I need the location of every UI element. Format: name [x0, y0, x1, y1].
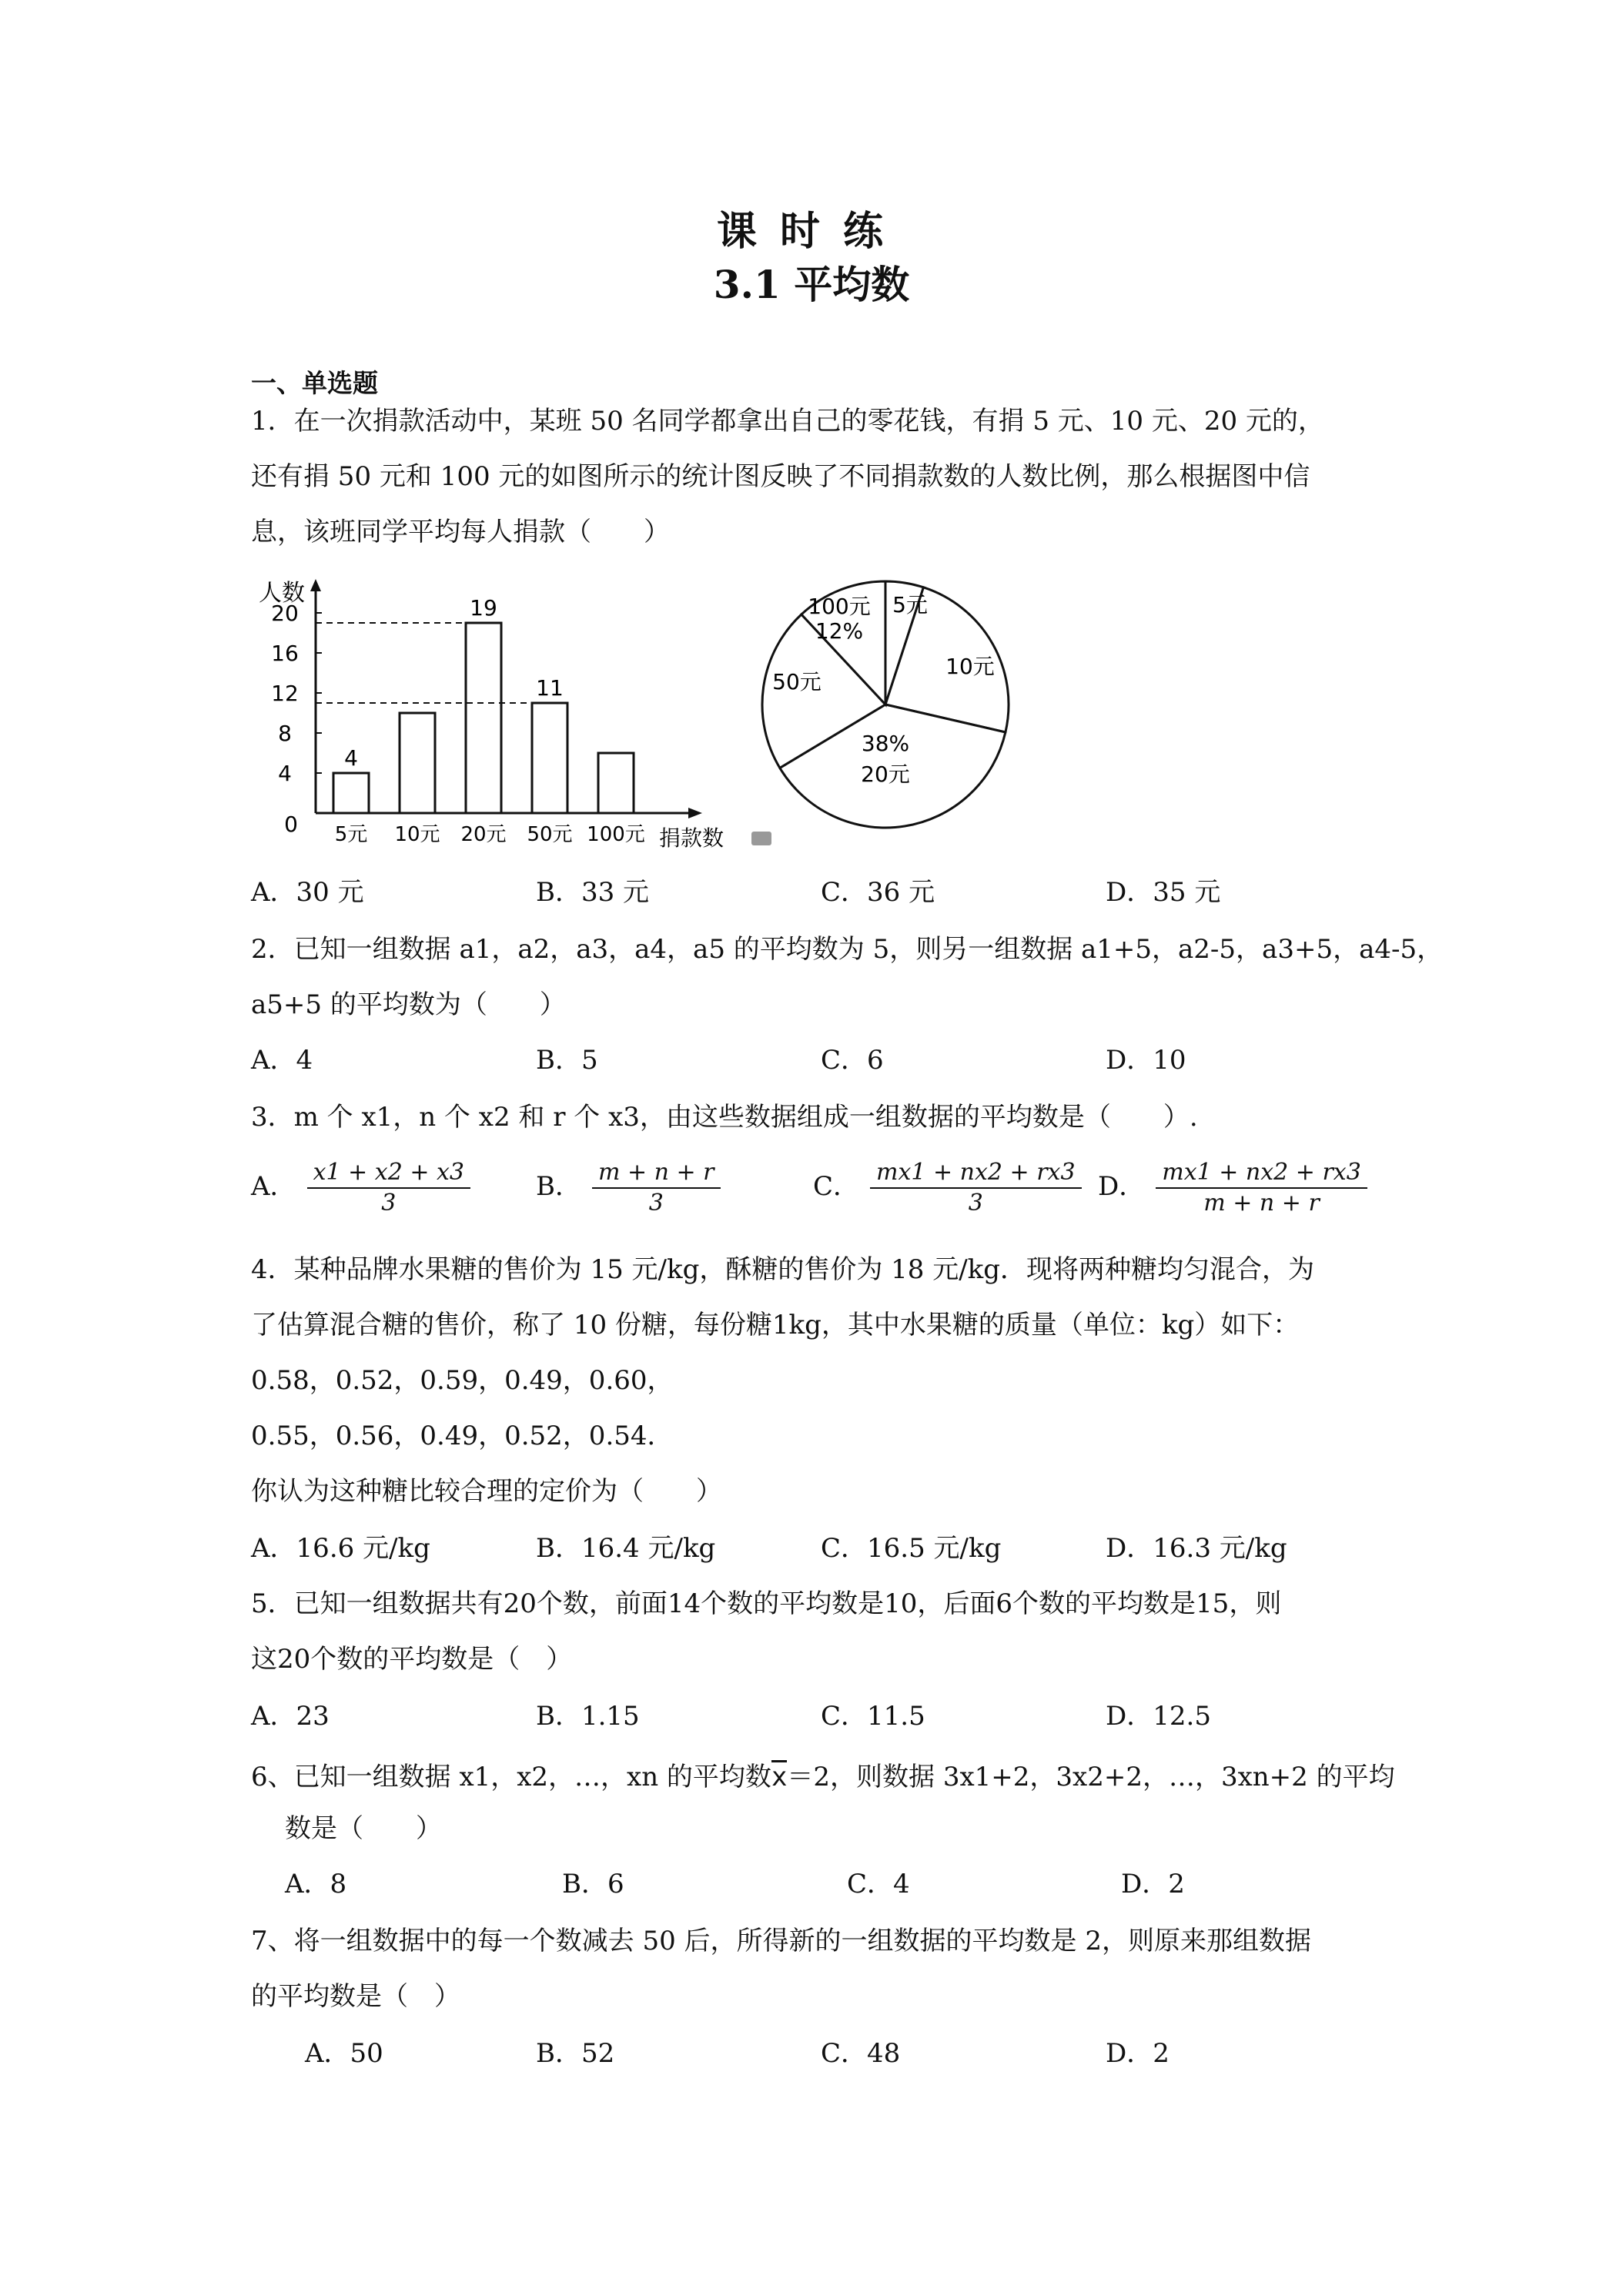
q3-option-d-fraction [1156, 1161, 1367, 1215]
bar [400, 713, 435, 813]
q7-line-2: 的平均数是（ ） [251, 1981, 460, 2012]
q6-option-b: B．6 [562, 1869, 624, 1899]
y-axis-arrow [310, 579, 321, 591]
pie-slice-label: 10元 [945, 654, 995, 679]
q4-line-3: 0.58，0.52，0.59，0.49，0.60， [251, 1365, 674, 1396]
q3-option-d-label: D． [1098, 1171, 1146, 1202]
q3-option-c-numerator: mx1 + nx2 + rx3 [870, 1161, 1082, 1189]
y-tick-label: 20 [271, 601, 299, 626]
q6-line-1 [251, 1760, 1395, 1790]
q7-option-b: B．52 [536, 2038, 615, 2069]
q5-option-d: D．12.5 [1106, 1701, 1211, 1732]
q5-line-1: 5．已知一组数据共有20个数，前面14个数的平均数是10，后面6个数的平均数是15，则 [251, 1588, 1282, 1619]
q7-option-d: D．2 [1106, 2038, 1170, 2069]
x-tick-label: 50元 [527, 823, 573, 846]
q6-option-a: A．8 [285, 1869, 347, 1899]
q1-line-3: 息，该班同学平均每人捐款（ ） [251, 517, 670, 547]
q2-line-2: a5+5 的平均数为（ ） [251, 989, 566, 1020]
q6-line-2: 数是（ ） [285, 1813, 442, 1844]
y-tick-label: 12 [271, 681, 299, 706]
q1-option-a: A．30 元 [251, 877, 364, 908]
q3-option-b-numerator: m + n + r [592, 1161, 721, 1189]
q3-line-1: 3．m 个 x1，n 个 x2 和 r 个 x3，由这些数据组成一组数据的平均数是（ ）. [251, 1102, 1198, 1133]
bar [532, 703, 567, 813]
q4-line-1: 4．某种品牌水果糖的售价为 15 元/kg，酥糖的售价为 18 元/kg．现将两种糖均匀混合，为 [251, 1254, 1315, 1285]
q4-option-b: B．16.4 元/kg [536, 1533, 716, 1564]
q3-option-c-denominator: 3 [968, 1190, 983, 1217]
q5-option-b: B．1.15 [536, 1701, 640, 1732]
bar-data-label: 19 [470, 595, 497, 621]
q1-option-d: D．35 元 [1106, 877, 1221, 908]
q2-option-c: C．6 [821, 1045, 884, 1076]
pie-slice-label: 50元 [772, 669, 822, 694]
page-title: 课时练 [716, 208, 906, 255]
x-tick-label: 100元 [587, 823, 645, 846]
q4-line-5: 你认为这种糖比较合理的定价为（ ） [251, 1476, 722, 1507]
q4-line-4: 0.55，0.56，0.49，0.52，0.54． [251, 1421, 674, 1451]
y-axis-label: 人数 [259, 580, 305, 607]
y-tick-label: 16 [271, 641, 299, 666]
q4-option-d: D．16.3 元/kg [1106, 1533, 1287, 1564]
q3-option-d-denominator: m + n + r [1203, 1190, 1320, 1217]
pie-chart [739, 574, 1032, 835]
pie-slice-percent: 38% [861, 731, 910, 756]
pie-slice-label: 100元 [808, 594, 871, 619]
q7-line-1: 7、将一组数据中的每一个数减去 50 后，所得新的一组数据的平均数是 2，则原来那组数据 [251, 1926, 1311, 1956]
bar-chart [251, 570, 790, 855]
q3-option-c-fraction [870, 1161, 1082, 1215]
x-tick-label: 20元 [460, 823, 507, 846]
q1-option-b: B．33 元 [536, 877, 650, 908]
pie-slice-percent: 12% [815, 618, 864, 644]
bar [598, 753, 634, 813]
q7-option-c: C．48 [821, 2038, 901, 2069]
q1-option-c: C．36 元 [821, 877, 935, 908]
q2-option-a: A．4 [251, 1045, 313, 1076]
page-subtitle: 3.1 平均数 [713, 262, 910, 307]
pie-slice-label: 5元 [892, 592, 928, 618]
q2-option-b: B．5 [536, 1045, 598, 1076]
q3-option-a-label: A． [251, 1171, 296, 1202]
q6-option-d: D．2 [1121, 1869, 1185, 1899]
bar-data-label: 4 [344, 745, 358, 771]
section-heading: 一、单选题 [251, 368, 378, 398]
x-axis-label: 捐款数 [659, 825, 724, 851]
q3-option-b [536, 1161, 721, 1215]
q4-option-c: C．16.5 元/kg [821, 1533, 1002, 1564]
bar [333, 773, 369, 813]
q2-line-1: 2．已知一组数据 a1，a2，a3，a4，a5 的平均数为 5，则另一组数据 a1+5，a2-5，a3+5，a4-5， [251, 934, 1444, 965]
q3-option-b-denominator: 3 [648, 1190, 664, 1217]
q3-option-d-numerator: mx1 + nx2 + rx3 [1156, 1161, 1367, 1189]
q1-line-1: 1．在一次捐款活动中，某班 50 名同学都拿出自己的零花钱，有捐 5 元、10 元、20 元的， [251, 406, 1324, 437]
q3-option-a-numerator: x1 + x2 + x3 [307, 1161, 470, 1189]
x-tick-label: 5元 [334, 823, 368, 846]
q5-line-2: 这20个数的平均数是（ ） [251, 1644, 573, 1675]
bar-data-label: 11 [536, 675, 564, 701]
q3-option-c [813, 1161, 1082, 1215]
x-tick-label: 10元 [394, 823, 440, 846]
q3-option-a-denominator: 3 [381, 1190, 397, 1217]
q4-option-a: A．16.6 元/kg [251, 1533, 430, 1564]
q6-xbar: x [771, 1762, 788, 1792]
x-axis-arrow [688, 808, 702, 818]
q6-line-1-start: 6、已知一组数据 x1，x2，…，xn 的平均数 [251, 1762, 771, 1792]
q3-option-b-label: B． [536, 1171, 581, 1202]
q3-option-d [1098, 1161, 1367, 1215]
y-tick-label: 0 [284, 812, 298, 837]
q1-line-2: 还有捐 50 元和 100 元的如图所示的统计图反映了不同捐款数的人数比例，那么根据图中信 [251, 461, 1310, 492]
q6-option-c: C．4 [847, 1869, 910, 1899]
pie-slice-label: 20元 [861, 761, 910, 787]
q4-line-2: 了估算混合糖的售价，称了 10 份糖，每份糖1kg，其中水果糖的质量（单位：kg）如下： [251, 1310, 1300, 1340]
y-tick-label: 4 [278, 761, 292, 786]
y-tick-label: 8 [278, 721, 292, 746]
q3-option-a [251, 1161, 470, 1215]
q5-option-c: C．11.5 [821, 1701, 925, 1732]
q3-option-c-label: C． [813, 1171, 860, 1202]
q3-option-b-fraction [592, 1161, 721, 1215]
q7-option-a: A．50 [305, 2038, 383, 2069]
q6-line-1-end: ＝2，则数据 3x1+2，3x2+2，…，3xn+2 的平均 [787, 1762, 1395, 1792]
q3-option-a-fraction [307, 1161, 470, 1215]
bar [466, 623, 501, 813]
q5-option-a: A．23 [251, 1701, 330, 1732]
q2-option-d: D．10 [1106, 1045, 1186, 1076]
